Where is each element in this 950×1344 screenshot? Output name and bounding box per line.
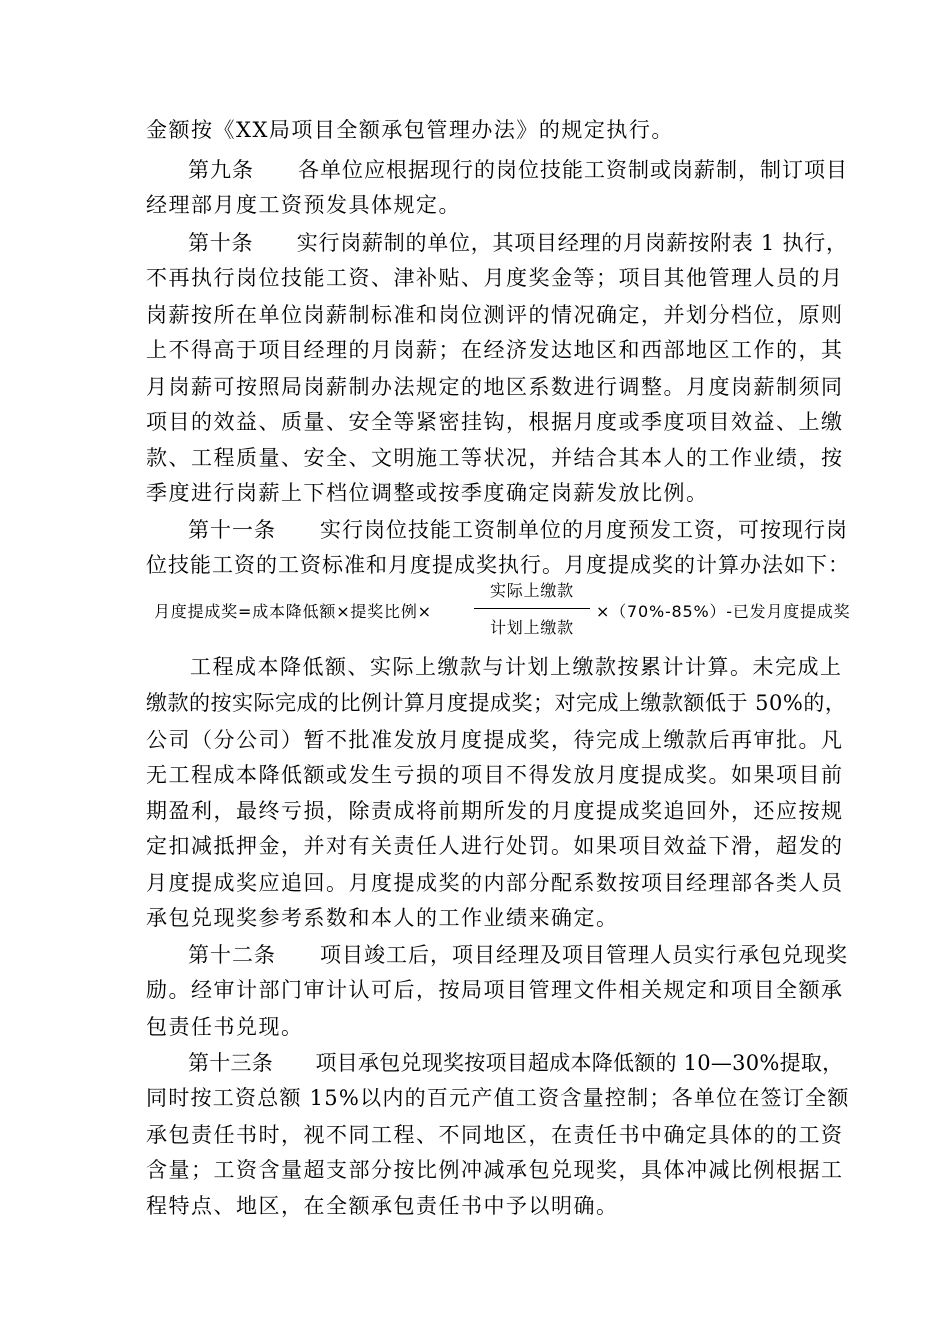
text-line: 包责任书兑现。 bbox=[146, 1015, 304, 1039]
text-line: 含量；工资含量超支部分按比例冲减承包兑现奖，具体冲减比例根据工 bbox=[146, 1158, 844, 1182]
text-line: 上不得高于项目经理的月岗薪；在经济发达地区和西部地区工作的，其 bbox=[146, 338, 844, 362]
text-line: 定扣减抵押金，并对有关责任人进行处罚。如果项目效益下滑，超发的 bbox=[146, 834, 844, 858]
text-line: 第九条 各单位应根据现行的岗位技能工资制或岗薪制，制订项目 bbox=[188, 158, 848, 182]
text-line: 第十条 实行岗薪制的单位，其项目经理的月岗薪按附表 1 执行， bbox=[188, 231, 848, 255]
text-line: 励。经审计部门审计认可后，按局项目管理文件相关规定和项目全额承 bbox=[146, 978, 844, 1002]
text-line: 承包责任书时，视不同工程、不同地区，在责任书中确定具体的的工资 bbox=[146, 1123, 844, 1147]
text-line: 项目的效益、质量、安全等紧密挂钩，根据月度或季度项目效益、上缴 bbox=[146, 410, 844, 434]
text-line: 第十一条 实行岗位技能工资制单位的月度预发工资，可按现行岗 bbox=[188, 518, 848, 542]
text-line: 位技能工资的工资标准和月度提成奖执行。月度提成奖的计算办法如下： bbox=[146, 553, 850, 577]
text-line: 工程成本降低额、实际上缴款与计划上缴款按累计计算。未完成上 bbox=[190, 655, 843, 679]
text-line: 金额按《XX局项目全额承包管理办法》的规定执行。 bbox=[146, 118, 674, 142]
formula-fraction bbox=[474, 578, 590, 641]
bonus-formula bbox=[154, 578, 884, 644]
text-line: 月度提成奖应追回。月度提成奖的内部分配系数按项目经理部各类人员 bbox=[146, 871, 844, 895]
text-line: 季度进行岗薪上下档位调整或按季度确定岗薪发放比例。 bbox=[146, 481, 709, 505]
text-line: 期盈利，最终亏损，除责成将前期所发的月度提成奖追回外，还应按规 bbox=[146, 799, 844, 823]
formula-left: 月度提成奖=成本降低额×提奖比例× bbox=[154, 602, 432, 621]
text-line: 承包兑现奖参考系数和本人的工作业绩来确定。 bbox=[146, 906, 619, 930]
formula-numerator: 实际上缴款 bbox=[489, 581, 574, 600]
text-line: 缴款的按实际完成的比例计算月度提成奖；对完成上缴款额低于 50%的， bbox=[146, 691, 847, 715]
text-line: 月岗薪可按照局岗薪制办法规定的地区系数进行调整。月度岗薪制须同 bbox=[146, 375, 844, 399]
text-line: 岗薪按所在单位岗薪制标准和岗位测评的情况确定，并划分档位，原则 bbox=[146, 303, 844, 327]
text-line: 第十三条 项目承包兑现奖按项目超成本降低额的 10—30%提取， bbox=[188, 1051, 844, 1075]
text-line: 款、工程质量、安全、文明施工等状况，并结合其本人的工作业绩，按 bbox=[146, 446, 844, 470]
formula-denominator: 计划上缴款 bbox=[489, 618, 574, 637]
text-line: 无工程成本降低额或发生亏损的项目不得发放月度提成奖。如果项目前 bbox=[146, 763, 844, 787]
text-line: 公司（分公司）暂不批准发放月度提成奖，待完成上缴款后再审批。凡 bbox=[146, 728, 844, 752]
text-line: 不再执行岗位技能工资、津补贴、月度奖金等；项目其他管理人员的月 bbox=[146, 266, 844, 290]
text-line: 同时按工资总额 15%以内的百元产值工资含量控制；各单位在签订全额 bbox=[146, 1086, 850, 1110]
fraction-bar bbox=[474, 608, 590, 609]
text-line: 程特点、地区，在全额承包责任书中予以明确。 bbox=[146, 1194, 619, 1218]
text-line: 经理部月度工资预发具体规定。 bbox=[146, 193, 461, 217]
formula-right: ×（70%-85%）-已发月度提成奖 bbox=[596, 602, 851, 621]
text-line: 第十二条 项目竣工后，项目经理及项目管理人员实行承包兑现奖 bbox=[188, 943, 848, 967]
